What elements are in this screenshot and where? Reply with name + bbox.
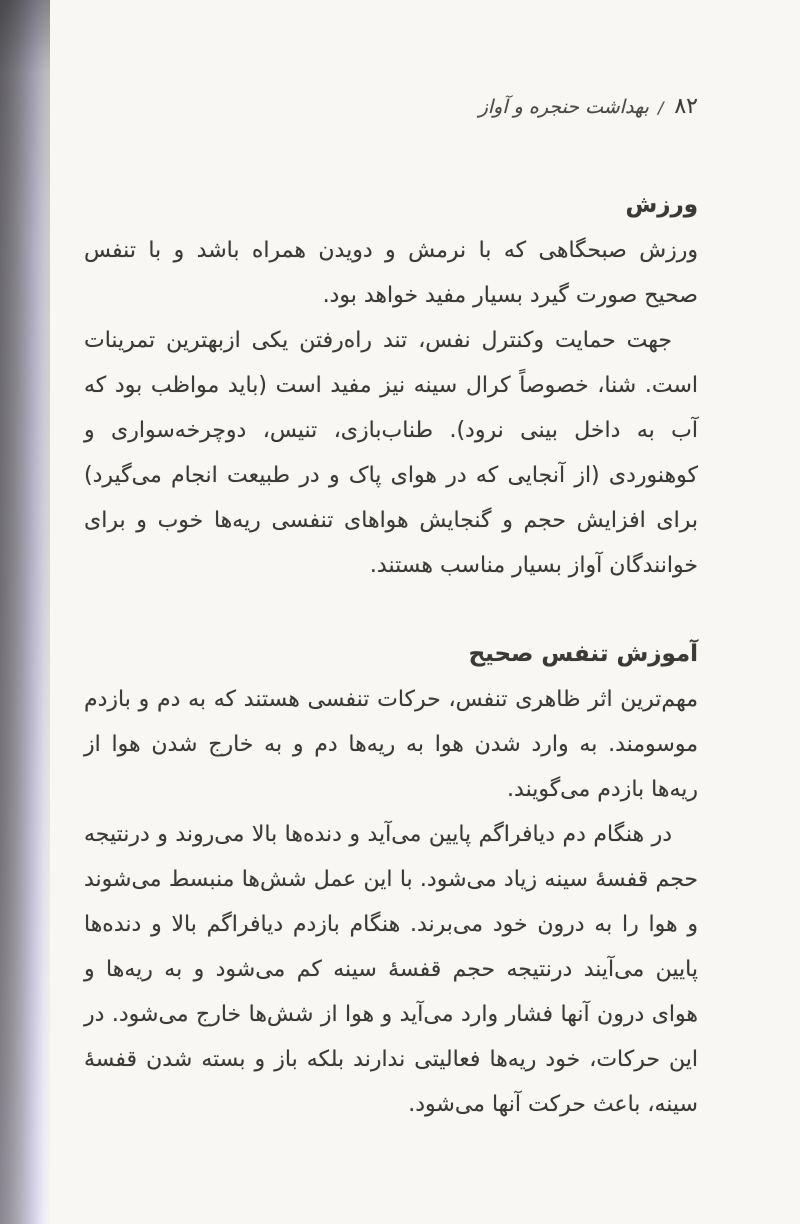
paragraph: ورزش صبحگاهی که با نرمش و دویدن همراه باشد و با تنفس صحیح صورت گیرد بسیار مفید خواهد بود. [84,238,698,308]
page-gutter-shadow [0,0,50,1224]
paragraph: در هنگام دم دیافراگم پایین می‌آید و دنده‌ها بالا می‌روند و درنتیجه حجم قفسهٔ سینه زیاد می‌شود. با این عمل شش‌ها منبسط می‌شوند و هوا را به درون خود می‌برند. هنگام بازدم دیافراگم بالا و دنده‌ها پایین می‌آیند درنتیجه حجم قفسهٔ سینه کم می‌شود و به ریه‌ها و هوای درون آنها فشار وارد می‌آید و هوا از شش‌ها خارج می‌شود. در این حرکات، خود ریه‌ها فعالیتی ندارند بلکه باز و بسته شدن قفسهٔ سینه، باعث حرکت آنها می‌شود. [84,822,698,1117]
page-content [84,183,698,1127]
running-header [479,94,698,119]
running-title: بهداشت حنجره و آواز [478,96,649,118]
page-number: ۸۲ [674,94,698,119]
header-separator: / [657,98,664,117]
section-heading-correct-breathing: آموزش تنفس صحیح [468,641,698,667]
paragraph: جهت حمایت وکنترل نفس، تند راه‌رفتن یکی ازبهترین تمرینات است. شنا، خصوصاً کرال سینه نیز مفید است (باید مواظب بود که آب به داخل بینی نرود). طناب‌بازی، تنیس، دوچرخه‌سواری و کوهنوردی (از آنجایی که در هوای پاک و در طبیعت انجام می‌گیرد) برای افزایش حجم و گنجایش هواهای تنفسی ریه‌ها خوب و برای خوانندگان آواز بسیار مناسب هستند. [84,328,698,578]
paragraph: مهم‌ترین اثر ظاهری تنفس، حرکات تنفسی هستند که به دم و بازدم موسومند. به وارد شدن هوا به ریه‌ها دم و به خارج شدن هوا از ریه‌ها بازدم می‌گویند. [84,687,698,802]
section-heading-exercise: ورزش [625,192,698,218]
